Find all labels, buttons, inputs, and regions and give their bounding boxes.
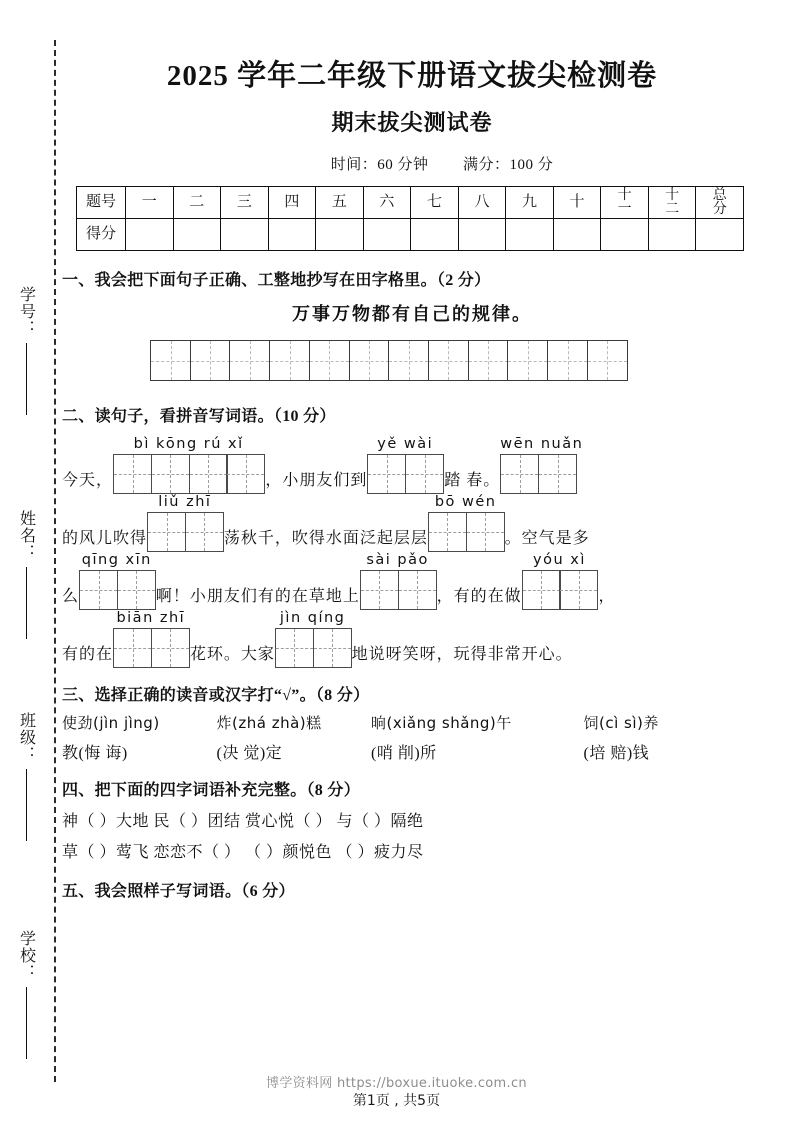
pinyin-answer-box [147,494,223,552]
question-5-heading: 五、我会照样子写词语。（6 分） [62,883,295,901]
question-2-text: 今天， [62,472,114,490]
q4-item[interactable]: （ ）疲力尽 [336,844,424,862]
q3-item[interactable]: 晌(xiǎng shǎng)午 [371,714,512,733]
sidebar-field-rule [26,987,27,1059]
pinyin-cell[interactable] [113,454,152,494]
pinyin-label: yě wài [377,436,434,453]
exam-page [62,0,762,1122]
tianzige-cell[interactable] [349,340,390,381]
score-table-score-row [77,219,744,251]
score-table-col-12-bottom: 二 [665,201,680,217]
score-table-col-total [696,187,744,219]
pinyin-cell[interactable] [428,512,467,552]
pinyin-cell[interactable] [185,512,224,552]
sidebar-field-label: 学号： [17,286,35,337]
score-cell[interactable] [506,219,554,251]
q3-item[interactable]: 使劲(jìn jìng) [62,714,160,733]
score-cell[interactable] [553,219,601,251]
pinyin-cell[interactable] [313,628,352,668]
score-table [76,186,744,251]
score-table-col-total-top: 总 [712,187,727,203]
pinyin-answer-box [500,436,584,494]
pinyin-answer-box [113,610,189,668]
score-cell[interactable] [363,219,411,251]
score-table-col-total-bottom: 分 [712,201,727,217]
pinyin-label: biān zhī [116,610,186,627]
page-subtitle: 期末拔尖测试卷 [331,110,493,136]
page-title: 2025 学年二年级下册语文拔尖检测卷 [166,60,658,92]
tianzige-cell[interactable] [150,340,191,381]
sidebar-field-label: 学校： [17,930,35,981]
score-table-col-11 [601,187,649,219]
pinyin-cell[interactable] [405,454,444,494]
q4-item[interactable]: （ ）颜悦色 [245,844,333,862]
tianzige-cell[interactable] [587,340,628,381]
tianzige-cell[interactable] [229,340,270,381]
score-table-col-4: 四 [268,187,316,219]
pinyin-cell-row [428,512,504,552]
score-cell[interactable] [316,219,364,251]
exam-seal-sidebar [0,0,54,1122]
pinyin-cell[interactable] [466,512,505,552]
question-2-text: 有的在 [62,646,114,664]
pinyin-label: sài pǎo [366,552,429,569]
pinyin-cell[interactable] [522,570,561,610]
tianzige-cell[interactable] [309,340,350,381]
pinyin-answer-box [113,436,264,494]
pinyin-cell-row [522,570,598,610]
pinyin-cell[interactable] [559,570,598,610]
score-table-col-1: 一 [126,187,174,219]
pinyin-label: qīng xīn [81,552,152,569]
question-2-text: ， [598,588,616,606]
q4-item[interactable]: 神（ ）大地 [62,813,150,831]
q4-item[interactable]: 恋恋不（ ） [153,844,241,862]
question-2-text: 花环。大家 [189,646,275,664]
pinyin-cell[interactable] [117,570,156,610]
sidebar-field-student-id [6,286,46,415]
q3-item[interactable]: (培 赔)钱 [583,745,650,763]
exam-duration: 时间：60 分钟 [330,157,429,174]
pinyin-answer-box [522,552,598,610]
score-table-col-5: 五 [316,187,364,219]
sidebar-field-class [6,712,46,841]
pinyin-answer-box [428,494,504,552]
question-2-line [62,610,762,668]
score-table-col-10: 十 [553,187,601,219]
pinyin-cell[interactable] [360,570,399,610]
tianzige-cell[interactable] [269,340,310,381]
pinyin-cell[interactable] [500,454,539,494]
tianzige-cell[interactable] [547,340,588,381]
tianzige-cell[interactable] [190,340,231,381]
q3-item[interactable]: 教(悔 诲) [62,745,128,763]
pinyin-cell-row [367,454,443,494]
score-cell[interactable] [126,219,174,251]
score-cell[interactable] [696,219,744,251]
pinyin-cell[interactable] [113,628,152,668]
score-table-col-11-top: 十 [617,187,632,203]
score-cell[interactable] [411,219,459,251]
pinyin-answer-box [275,610,351,668]
sidebar-field-name [6,510,46,639]
pinyin-cell-row [360,570,436,610]
score-table-col-2: 二 [173,187,221,219]
q4-item[interactable]: 与（ ）隔绝 [336,813,424,831]
score-table-row-label-score: 得分 [77,219,126,251]
sidebar-field-rule [26,343,27,415]
pinyin-answer-box [367,436,443,494]
question-2-body [62,436,762,668]
q3-item[interactable]: 炸(zhá zhà)糕 [216,714,322,733]
q3-item[interactable]: (哨 削)所 [371,745,437,763]
page-number: 第1页 , 共5页 [352,1093,441,1109]
pinyin-cell-row [147,512,223,552]
pinyin-label: liǔ zhī [158,494,212,511]
pinyin-label: wēn nuǎn [500,436,584,453]
sidebar-field-school [6,930,46,1059]
sidebar-field-label: 班级： [17,712,35,763]
fold-dashed-line [54,40,56,1082]
question-2-text: 地说呀笑呀，玩得非常开心。 [351,646,573,664]
pinyin-cell[interactable] [189,454,228,494]
pinyin-cell-row [500,454,576,494]
pinyin-cell[interactable] [275,628,314,668]
q3-item[interactable]: 饲(cì sì)养 [583,714,659,733]
pinyin-cell[interactable] [398,570,437,610]
score-table-header-row [77,187,744,219]
score-table-col-9: 九 [506,187,554,219]
pinyin-cell[interactable] [226,454,265,494]
score-cell[interactable] [458,219,506,251]
pinyin-label: bō wén [434,494,497,511]
question-1-heading: 一、我会把下面句子正确、工整地抄写在田字格里。（2 分） [62,272,491,290]
score-cell[interactable] [173,219,221,251]
score-table-row-label-question: 题号 [77,187,126,219]
pinyin-answer-box [360,552,436,610]
q4-item[interactable]: 草（ ）莺飞 [62,844,150,862]
pinyin-cell[interactable] [367,454,406,494]
question-4-row-2 [62,839,762,862]
question-1-sentence: 万事万物都有自己的规律。 [292,304,532,325]
pinyin-label: bì kōng rú xǐ [133,436,244,453]
score-cell[interactable] [601,219,649,251]
exam-meta [62,153,762,174]
question-2-line [62,436,762,494]
sidebar-field-label: 姓名： [17,510,35,561]
pinyin-cell-row [113,628,189,668]
tianzige-cell[interactable] [507,340,548,381]
score-table-col-12 [648,187,696,219]
pinyin-cell[interactable] [151,454,190,494]
tianzige-cell[interactable] [468,340,509,381]
pinyin-cell-row [79,570,155,610]
question-2-line [62,494,762,552]
sidebar-field-rule [26,769,27,841]
question-2-line [62,552,762,610]
question-2-text: ，小朋友们到 [265,472,368,490]
question-2-text: 的风儿吹得 [62,530,148,548]
question-3-row-2 [62,740,762,763]
tianzige-cell[interactable] [388,340,429,381]
question-2-heading: 二、读句子，看拼音写词语。（10 分） [62,408,336,426]
question-2-text: 。空气是多 [504,530,590,548]
watermark-text: 博学资料网 https://boxue.ituoke.com.cn [266,1076,527,1091]
score-cell[interactable] [221,219,269,251]
pinyin-answer-box [79,552,155,610]
pinyin-cell[interactable] [79,570,118,610]
pinyin-cell-row [113,454,264,494]
pinyin-label: yóu xì [533,552,586,569]
score-table-col-6: 六 [363,187,411,219]
pinyin-cell[interactable] [538,454,577,494]
exam-total-score: 满分：100 分 [463,157,554,174]
score-table-col-11-bottom: 一 [617,201,632,217]
q4-item[interactable]: 民（ ）团结 [153,813,241,831]
pinyin-cell[interactable] [147,512,186,552]
score-table-col-8: 八 [458,187,506,219]
question-2-text: 么 [62,588,80,606]
question-2-text: 荡秋千，吹得水面泛起层层 [223,530,428,548]
pinyin-label: jìn qíng [279,610,346,627]
question-2-text: 啊！小朋友们有的在草地上 [155,588,360,606]
question-2-text: 踏 春。 [444,472,501,490]
sidebar-field-rule [26,567,27,639]
question-2-text: ，有的在做 [436,588,522,606]
question-1-tianzige-row [150,340,762,381]
q4-item[interactable]: 赏心悦（ ） [245,813,333,831]
pinyin-cell-row [275,628,351,668]
question-3-heading: 三、选择正确的读音或汉字打“√”。（8 分） [62,687,370,705]
tianzige-cell[interactable] [428,340,469,381]
score-table-col-7: 七 [411,187,459,219]
question-4-row-1 [62,808,762,831]
question-4-heading: 四、把下面的四字词语补充完整。（8 分） [62,782,361,800]
score-table-col-12-top: 十 [665,187,680,203]
question-3-row-1 [62,712,762,733]
pinyin-cell[interactable] [151,628,190,668]
q3-item[interactable]: (决 觉)定 [216,745,283,763]
score-cell[interactable] [648,219,696,251]
score-cell[interactable] [268,219,316,251]
score-table-col-3: 三 [221,187,269,219]
